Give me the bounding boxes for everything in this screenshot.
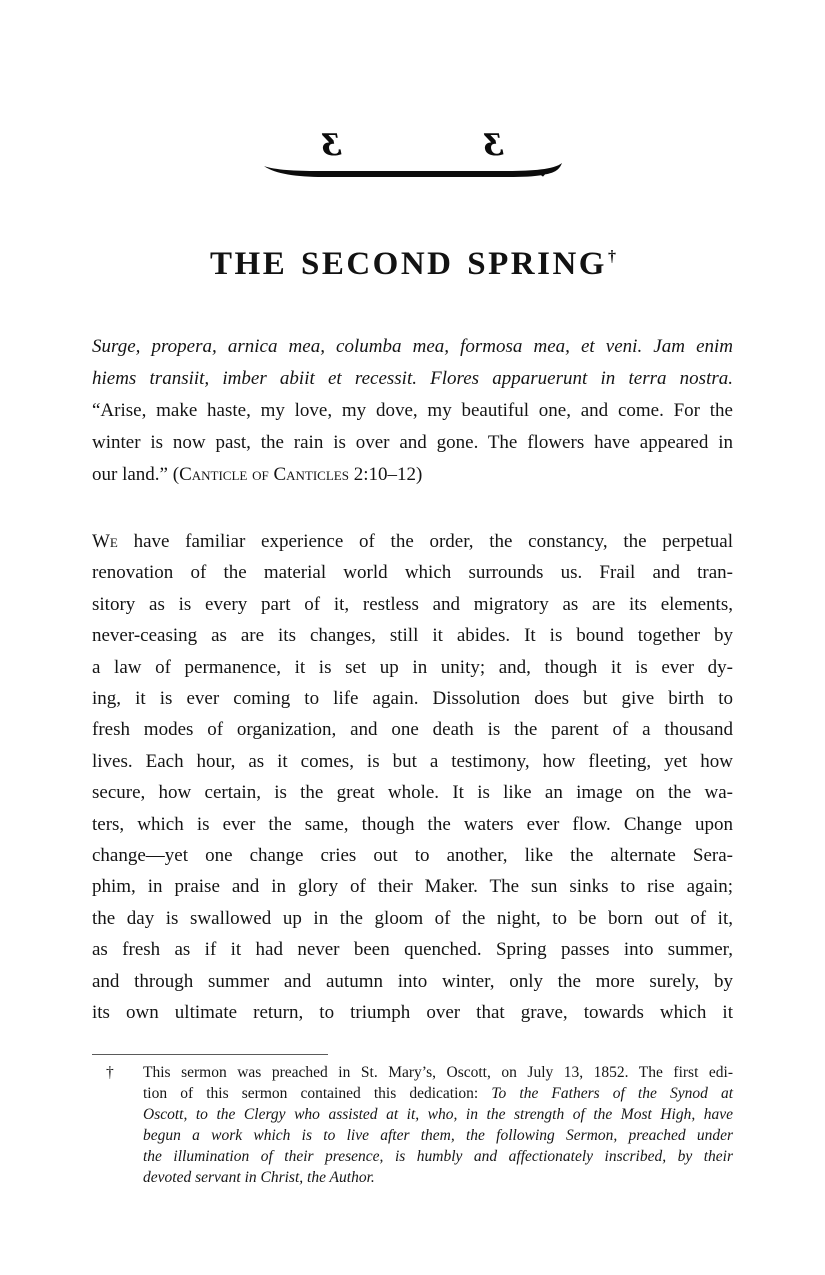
text-line <box>92 589 733 620</box>
text-line <box>92 363 733 395</box>
text-line <box>92 840 733 871</box>
text-line <box>92 427 733 459</box>
footnote-dagger-reference: † <box>607 248 616 265</box>
body-paragraph <box>92 526 733 1029</box>
text-line <box>92 620 733 651</box>
text-line <box>92 934 733 965</box>
ornament-glyph-row <box>263 122 563 156</box>
text-run: tion of this sermon contained this dedication: <box>143 1084 492 1102</box>
text-run: We <box>92 531 118 552</box>
fleuron-icon: ʒ <box>322 121 341 157</box>
text-line <box>143 1104 733 1125</box>
text-line <box>92 871 733 902</box>
text-run: devoted servant in Christ, the Author. <box>143 1168 375 1186</box>
text-line <box>92 683 733 714</box>
text-run: sitory as is every part of it, restless and migratory as are its elements, <box>92 593 733 615</box>
footnote <box>92 1062 733 1188</box>
text-run: have familiar experience of the order, the constancy, the perpetual <box>117 531 733 552</box>
footnote-divider <box>92 1054 328 1055</box>
text-line <box>92 557 733 588</box>
text-line <box>143 1062 733 1083</box>
page-title-text: THE SECOND SPRING <box>210 246 607 282</box>
text-run: hiems transiit, imber abiit et recessit. Flores apparuerunt in terra nostra. <box>92 368 733 389</box>
text-run: Canticle of Canticles <box>179 464 349 485</box>
text-run: lives. Each hour, as it comes, is but a testimony, how fleeting, yet how <box>92 750 733 772</box>
text-line <box>92 966 733 997</box>
text-run: never-ceasing as are its changes, still it abides. It is bound together by <box>92 625 733 647</box>
text-line <box>143 1083 733 1104</box>
text-line <box>92 395 733 427</box>
text-line <box>143 1146 733 1167</box>
text-run: secure, how certain, is the great whole. It is like an image on the wa- <box>92 782 733 804</box>
fleuron-icon: ʒ <box>484 121 503 157</box>
text-line <box>92 459 733 491</box>
text-line <box>143 1125 733 1146</box>
text-run: renovation of the material world which surrounds us. Frail and tran- <box>92 562 733 584</box>
swell-rule-icon <box>263 161 563 179</box>
text-run: a law of permanence, it is set up in unity; and, though it is ever dy- <box>92 656 733 678</box>
text-line <box>92 903 733 934</box>
text-run: Surge, propera, arnica mea, columba mea, formosa mea, et veni. Jam enim <box>92 336 733 357</box>
text-run: fresh modes of organization, and one death is the parent of a thousand <box>92 719 733 741</box>
text-run: and through summer and autumn into winter, only the more surely, by <box>92 970 733 992</box>
text-run: ing, it is ever coming to life again. Dissolution does but give birth to <box>92 688 733 710</box>
text-run: winter is now past, the rain is over and gone. The flowers have appeared in <box>92 432 733 453</box>
text-run: 2:10–12) <box>348 464 423 485</box>
text-line <box>92 809 733 840</box>
text-line <box>92 331 733 363</box>
text-line <box>92 777 733 808</box>
text-run: begun a work which is to live after them, the following Sermon, preached under <box>143 1126 733 1144</box>
text-run: as fresh as if it had never been quenched. Spring passes into summer, <box>92 939 733 961</box>
text-run: ters, which is ever the same, though the waters ever flow. Change upon <box>92 813 733 835</box>
text-run: This sermon was preached in St. Mary’s, Oscott, on July 13, 1852. The first edi- <box>143 1063 733 1081</box>
page-title <box>92 243 733 291</box>
epigraph <box>92 331 733 491</box>
text-run: the illumination of their presence, is humbly and affectionately inscribed, by their <box>143 1147 733 1165</box>
footnote-marker: † <box>106 1063 114 1081</box>
text-line <box>92 652 733 683</box>
text-line <box>92 714 733 745</box>
text-run: “Arise, make haste, my love, my dove, my beautiful one, and come. For the <box>92 400 733 421</box>
head-ornament <box>92 0 733 179</box>
text-run: change—yet one change cries out to another, like the alternate Sera- <box>92 845 733 867</box>
text-run: phim, in praise and in glory of their Maker. The sun sinks to rise again; <box>92 876 733 898</box>
text-run: Oscott, to the Clergy who assisted at it, who, in the strength of the Most High, have <box>143 1105 733 1123</box>
text-line <box>143 1167 733 1188</box>
text-run: its own ultimate return, to triumph over that grave, towards which it <box>92 1002 733 1024</box>
text-run: our land.” ( <box>92 464 180 485</box>
text-line <box>92 997 733 1028</box>
text-line <box>92 526 733 557</box>
text-run: the day is swallowed up in the gloom of the night, to be born out of it, <box>92 907 733 929</box>
text-line <box>92 746 733 777</box>
text-run: To the Fathers of the Synod at <box>491 1084 734 1102</box>
